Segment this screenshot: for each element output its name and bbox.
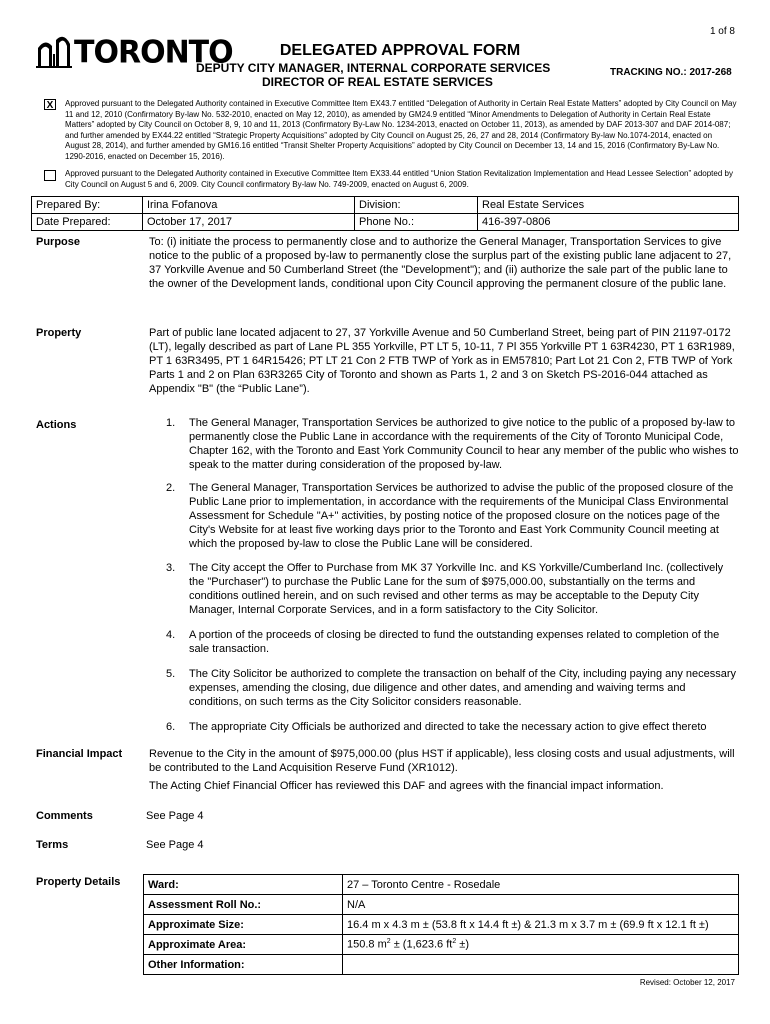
- authority-text-1: Approved pursuant to the Delegated Authority contained in Executive Committee Item EX43.7 entitled “Delegation of Authority in Certain Real Estate Matters” adopted by City Council on May 11 and 12, 2010 (Confirmatory By-law No. 532-2010, enacted on May 12, 2010), as amended by GM24.9 entitled “Minor Amendments to Delegation of Authority in Certain Real Estate Matters” adopted by City Council on October 8, 9, 10 and 11, 2013 (Confirmatory By-Law No. 1234-2013, enacted on October 11, 2013), as amended by DAF 2013-307 and DAF 2014-087; and further amended by EX44.22 entitled “Strategic Property Acquisitions” adopted by City Council on August 25, 26, 27 and 28, 2014 (Confirmatory By-law No.1074-2014, enacted on August 28, 2014), and further amended by GM16.16 entitled “Transit Shelter Property Acquisitions” adopted by City Council on December 13, 14 and 15, 2016 (Confirmatory By-Law No. 1290-2016, enacted on December 15, 2016).: [65, 99, 737, 161]
- action-number: 5.: [166, 668, 176, 680]
- purpose-text: To: (i) initiate the process to permanently close and to authorize the General Manager, Transportation Services to give notice to the public of a proposed by-law to permanently close the surplus part of the existing public lane adjacent to 27, 37 Yorkville Avenue and 50 Cumberland Street (the "Development"); and (ii) authorize the sale part of the public lane to the owner of the Development lands, conditional upon City Council approving the permanent closure of the public lane.: [149, 236, 732, 290]
- comments-label: Comments: [36, 810, 93, 822]
- prepared-by-label: Prepared By:: [32, 197, 143, 214]
- authority-checkbox-1[interactable]: X: [44, 99, 56, 110]
- area-value: [343, 935, 739, 955]
- area-superscript: 2: [452, 938, 457, 946]
- action-item-4: [166, 628, 739, 656]
- action-item-5: [166, 667, 739, 709]
- logo-wordmark: TORONTO: [74, 34, 233, 71]
- ward-label: Ward:: [144, 875, 343, 895]
- action-text: The City Solicitor be authorized to complete the transaction on behalf of the City, including paying any necessary expenses, amending the closing, due diligence and other dates, and amending and waiving terms and conditions, on such terms as the City Solicitor considers reasonable.: [189, 668, 737, 708]
- action-text: The appropriate City Officials be authorized and directed to take the necessary action to give effect thereto: [189, 721, 707, 733]
- revised-date: Revised: October 12, 2017: [639, 978, 735, 987]
- property-details-label: Property Details: [36, 876, 121, 888]
- terms-text: See Page 4: [146, 839, 204, 851]
- action-item-2: [166, 481, 739, 551]
- authority-checkbox-2[interactable]: [44, 170, 56, 181]
- other-info-value: [343, 955, 739, 975]
- terms-label: Terms: [36, 839, 69, 851]
- roll-label: Assessment Roll No.:: [144, 895, 343, 915]
- ward-value: 27 – Toronto Centre - Rosedale: [343, 875, 739, 895]
- action-number: 2.: [166, 482, 176, 494]
- area-text: ± (1,623.6 ft: [390, 938, 453, 951]
- financial-impact-text: Revenue to the City in the amount of $975,000.00 (plus HST if applicable), less closing costs and usual adjustments, will be contributed to the Land Acquisition Reserve Fund (XR1012).: [149, 748, 735, 774]
- roll-value: N/A: [343, 895, 739, 915]
- purpose-label: Purpose: [36, 236, 81, 248]
- action-item-3: [166, 561, 739, 617]
- action-item-1: [166, 416, 739, 472]
- preparer-info-table: [31, 196, 739, 231]
- action-text: A portion of the proceeds of closing be directed to fund the outstanding expenses related to completion of the sale transaction.: [189, 629, 720, 655]
- actions-label: Actions: [36, 419, 77, 431]
- authority-option-2: [44, 169, 737, 190]
- action-item-6: [166, 720, 739, 734]
- area-label: Approximate Area:: [144, 935, 343, 955]
- form-title: DELEGATED APPROVAL FORM: [279, 42, 521, 59]
- date-label: Date Prepared:: [32, 214, 143, 231]
- action-number: 3.: [166, 562, 176, 574]
- form-subtitle-2: DIRECTOR OF REAL ESTATE SERVICES: [262, 75, 493, 89]
- area-text: 150.8 m: [347, 938, 387, 951]
- property-label: Property: [36, 327, 82, 339]
- page-number: 1 of 8: [709, 26, 735, 37]
- date-value: October 17, 2017: [143, 214, 355, 231]
- form-subtitle-1: DEPUTY CITY MANAGER, INTERNAL CORPORATE SERVICES: [196, 61, 551, 75]
- size-label: Approximate Size:: [144, 915, 343, 935]
- financial-impact-label: Financial Impact: [36, 748, 123, 760]
- action-number: 6.: [166, 721, 176, 733]
- division-value: Real Estate Services: [478, 197, 739, 214]
- action-text: The General Manager, Transportation Services be authorized to give notice to the public of a proposed by-law to permanently close the Public Lane in accordance with the requirements of the City of Toronto Municipal Code, Chapter 162, with the Toronto and East York Community Council to hear any member of the public who wishes to speak to the matter during consideration of the proposed by-law.: [189, 417, 739, 471]
- property-details-table: [143, 874, 739, 975]
- action-number: 1.: [166, 417, 176, 429]
- property-text: Part of public lane located adjacent to 27, 37 Yorkville Avenue and 50 Cumberland Street, being part of PIN 21197-0172 (LT), legally described as part of Lane PL 355 Yorkville, PT LT 5, 10-11, 7 Pl 355 Yorkville PT 1 63R4230, PT 1 63R1989, PT 1 63R3495, PT 1 64R15426; PT LT 21 Con 2 FTB TWP of York as in EM57810; Part Lot 21 Con 2, FTB TWP of York Parts 1 and 2 on Plan 63R3265 City of Toronto and shown as Parts 1, 2 and 3 on Sketch PS-2016-044 attached as Appendix "B" (the “Public Lane”).: [149, 327, 735, 395]
- division-label: Division:: [355, 197, 478, 214]
- prepared-by-value: Irina Fofanova: [143, 197, 355, 214]
- tracking-number: TRACKING NO.: 2017-268: [610, 67, 732, 78]
- authority-text-2: Approved pursuant to the Delegated Authority contained in Executive Committee Item EX33.44 entitled “Union Station Revitalization Implementation and Head Lessee Selection” adopted by City Council on August 5 and 6, 2009. City Council confirmatory By-law No. 749-2009, enacted on August 6, 2009.: [65, 169, 733, 189]
- comments-text: See Page 4: [146, 810, 204, 822]
- size-value: 16.4 m x 4.3 m ± (53.8 ft x 14.4 ft ±) & 21.3 m x 3.7 m ± (69.9 ft x 12.1 ft ±): [343, 915, 739, 935]
- authority-option-1: [44, 99, 737, 162]
- financial-review-text: The Acting Chief Financial Officer has reviewed this DAF and agrees with the financial impact information.: [149, 780, 664, 792]
- area-superscript: 2: [386, 938, 391, 946]
- action-text: The City accept the Offer to Purchase from MK 37 Yorkville Inc. and KS Yorkville/Cumberland Inc. (collectively the "Purchaser") to purchase the Public Lane for the sum of $975,000.00, substantially on the terms and conditions outlined herein, and on such revised and other terms as may be acceptable to the Deputy City Manager, Internal Corporate Services, and in a form satisfactory to the City Solicitor.: [189, 562, 724, 616]
- phone-value: 416-397-0806: [478, 214, 739, 231]
- area-text: ±): [456, 938, 470, 951]
- action-text: The General Manager, Transportation Services be authorized to advise the public of the proposed closure of the Public Lane prior to implementation, in accordance with the requirements of the Municipal Class Environmental Assessment for Schedule "A+" activities, by posting notice of the proposed closure on the notices page of the City's Website for at least five working days prior to the Toronto and East York Community Council meeting at which the proposed by-law to close the Public Lane will be considered.: [189, 482, 734, 550]
- action-number: 4.: [166, 629, 176, 641]
- other-info-label: Other Information:: [144, 955, 343, 975]
- phone-label: Phone No.:: [355, 214, 478, 231]
